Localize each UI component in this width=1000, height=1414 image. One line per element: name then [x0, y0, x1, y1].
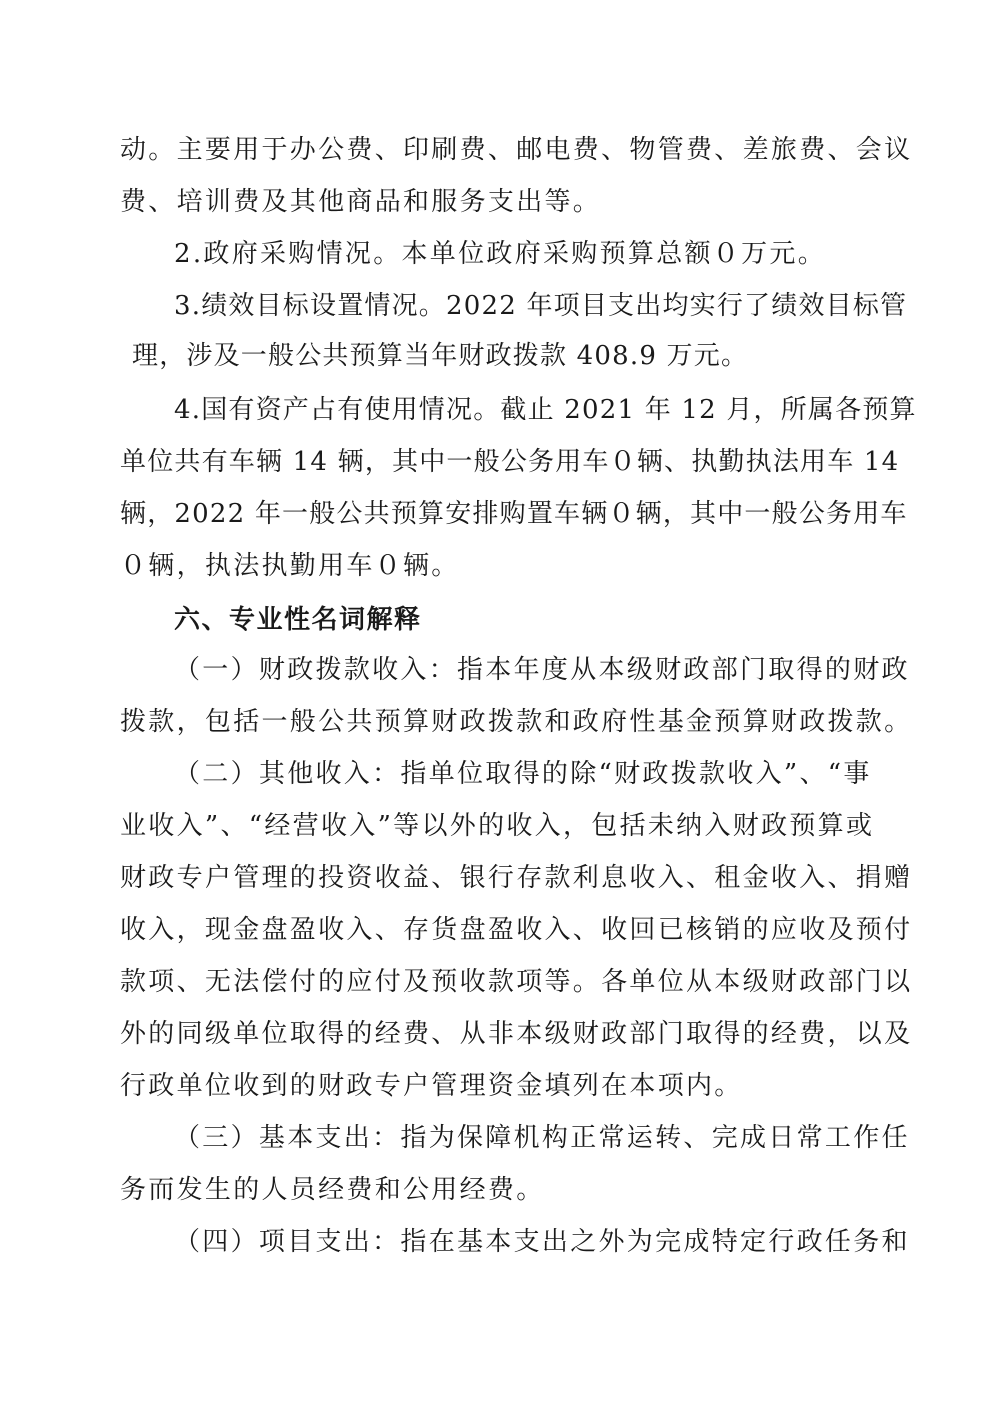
text-line: 3.绩效目标设置情况。2022 年项目支出均实行了绩效目标管 [174, 291, 908, 321]
text-line: （一）财政拨款收入：指本年度从本级财政部门取得的财政 [174, 655, 910, 685]
text-line: （四）项目支出：指在基本支出之外为完成特定行政任务和 [174, 1227, 910, 1257]
text-line: 动。主要用于办公费、印刷费、邮电费、物管费、差旅费、会议 [120, 135, 913, 165]
text-line: 款项、无法偿付的应付及预收款项等。各单位从本级财政部门以 [120, 967, 913, 997]
text-line: 费、培训费及其他商品和服务支出等。 [120, 187, 602, 217]
text-line: 财政专户管理的投资收益、银行存款利息收入、租金收入、捐赠 [120, 863, 913, 893]
text-line: 务而发生的人员经费和公用经费。 [120, 1175, 545, 1205]
text-line: 收入，现金盘盈收入、存货盘盈收入、收回已核销的应收及预付 [120, 915, 913, 945]
text-line: ０辆，执法执勤用车０辆。 [120, 551, 460, 581]
text-line: 单位共有车辆 14 辆，其中一般公务用车０辆、执勤执法用车 14 [120, 447, 900, 477]
text-line: 拨款，包括一般公共预算财政拨款和政府性基金预算财政拨款。 [120, 707, 913, 737]
text-line: （二）其他收入：指单位取得的除“财政拨款收入”、“事 [174, 759, 872, 789]
text-line: 理，涉及一般公共预算当年财政拨款 408.9 万元。 [132, 341, 749, 371]
text-line: 行政单位收到的财政专户管理资金填列在本项内。 [120, 1071, 743, 1101]
text-line: 辆，2022 年一般公共预算安排购置车辆０辆，其中一般公务用车 [120, 499, 908, 529]
section-heading: 六、专业性名词解释 [174, 605, 422, 635]
text-line: 外的同级单位取得的经费、从非本级财政部门取得的经费，以及 [120, 1019, 913, 1049]
text-line: （三）基本支出：指为保障机构正常运转、完成日常工作任 [174, 1123, 910, 1153]
text-line: 业收入”、“经营收入”等以外的收入，包括未纳入财政预算或 [120, 811, 875, 841]
text-line: 4.国有资产占有使用情况。截止 2021 年 12 月，所属各预算 [174, 395, 917, 425]
text-line: 2.政府采购情况。本单位政府采购预算总额０万元。 [174, 239, 827, 269]
